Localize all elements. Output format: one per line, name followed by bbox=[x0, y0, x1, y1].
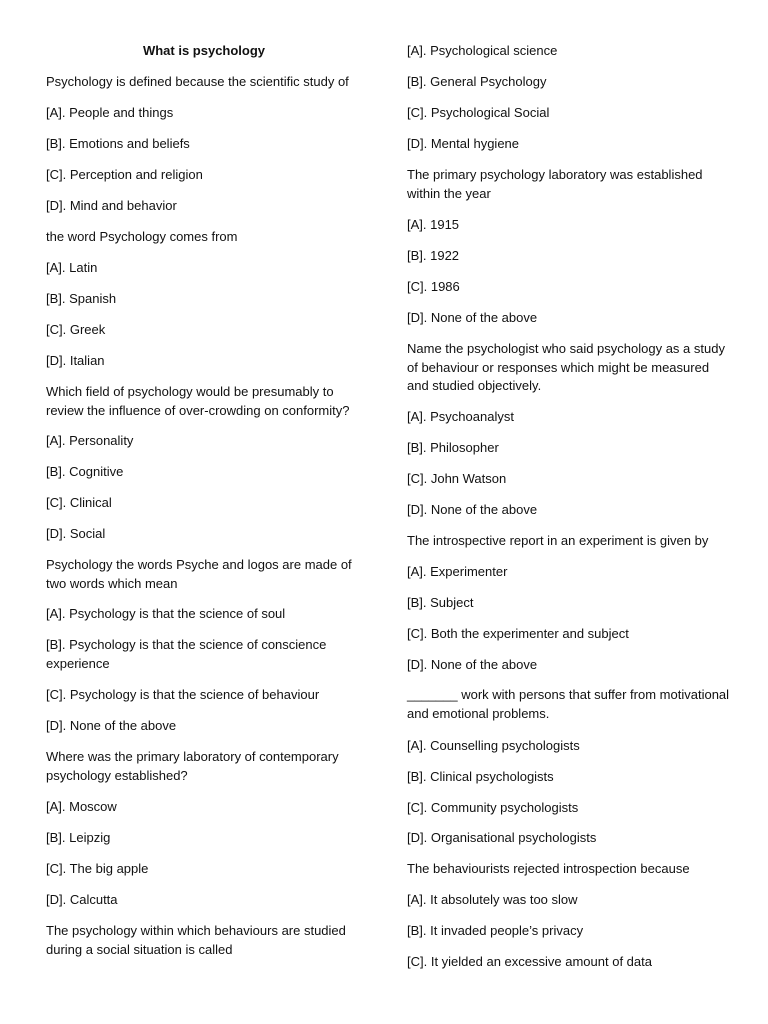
question-text: The behaviourists rejected introspection because bbox=[407, 861, 690, 876]
answer-option: [A]. Moscow bbox=[46, 799, 117, 814]
answer-option: [B]. Spanish bbox=[46, 291, 117, 306]
question-text: Psychology the words Psyche and logos are made of two words which mean bbox=[46, 557, 352, 591]
question-text: the word Psychology comes from bbox=[46, 229, 238, 244]
answer-option: [B]. Cognitive bbox=[46, 464, 124, 479]
answer-option: [C]. Both the experimenter and subject bbox=[407, 626, 629, 641]
answer-option: [A]. Psychological science bbox=[407, 43, 558, 58]
answer-option: [D]. Mental hygiene bbox=[407, 136, 520, 151]
answer-option: [A]. 1915 bbox=[407, 217, 460, 232]
question-text: The introspective report in an experiment is given by bbox=[407, 533, 709, 548]
question-text: Psychology is defined because the scientific study of bbox=[46, 74, 349, 89]
answer-option: [A]. Counselling psychologists bbox=[407, 738, 580, 753]
answer-option: [D]. None of the above bbox=[407, 502, 538, 517]
answer-option: [B]. Emotions and beliefs bbox=[46, 136, 190, 151]
answer-option: [B]. Subject bbox=[407, 595, 474, 610]
answer-option: [B]. Philosopher bbox=[407, 440, 499, 455]
page-title: What is psychology bbox=[142, 43, 266, 58]
question-text: Where was the primary laboratory of contemporary psychology established? bbox=[46, 749, 339, 783]
answer-option: [C]. Psychology is that the science of behaviour bbox=[46, 687, 320, 702]
question-text: _______ work with persons that suffer from motivational and emotional problems. bbox=[407, 687, 730, 721]
answer-option: [C]. It yielded an excessive amount of data bbox=[407, 954, 652, 969]
answer-option: [C]. Clinical bbox=[46, 495, 112, 510]
answer-option: [A]. Experimenter bbox=[407, 564, 508, 579]
answer-option: [D]. Mind and behavior bbox=[46, 198, 177, 213]
answer-option: [C]. Greek bbox=[46, 322, 106, 337]
answer-option: [B]. 1922 bbox=[407, 248, 460, 263]
answer-option: [B]. Leipzig bbox=[46, 830, 111, 845]
question-text: Which field of psychology would be presumably to review the influence of over-crowding on conformity? bbox=[46, 384, 350, 418]
answer-option: [D]. None of the above bbox=[407, 310, 538, 325]
answer-option: [D]. Social bbox=[46, 526, 106, 541]
answer-option: [C]. The big apple bbox=[46, 861, 149, 876]
answer-option: [B]. General Psychology bbox=[407, 74, 547, 89]
answer-option: [A]. Personality bbox=[46, 433, 134, 448]
question-text: The psychology within which behaviours are studied during a social situation is called bbox=[46, 923, 346, 957]
answer-option: [D]. None of the above bbox=[46, 718, 177, 733]
answer-option: [A]. It absolutely was too slow bbox=[407, 892, 578, 907]
answer-option: [B]. Psychology is that the science of conscience experience bbox=[46, 637, 327, 671]
answer-option: [C]. Psychological Social bbox=[407, 105, 550, 120]
answer-option: [C]. 1986 bbox=[407, 279, 460, 294]
answer-option: [A]. Psychology is that the science of soul bbox=[46, 606, 286, 621]
answer-option: [C]. Community psychologists bbox=[407, 800, 579, 815]
answer-option: [B]. Clinical psychologists bbox=[407, 769, 554, 784]
answer-option: [A]. Psychoanalyst bbox=[407, 409, 514, 424]
question-text: The primary psychology laboratory was established within the year bbox=[407, 167, 703, 201]
answer-option: [C]. Perception and religion bbox=[46, 167, 203, 182]
answer-option: [C]. John Watson bbox=[407, 471, 507, 486]
answer-option: [D]. Calcutta bbox=[46, 892, 118, 907]
answer-option: [B]. It invaded people’s privacy bbox=[407, 923, 584, 938]
answer-option: [A]. Latin bbox=[46, 260, 98, 275]
answer-option: [D]. None of the above bbox=[407, 657, 538, 672]
answer-option: [D]. Organisational psychologists bbox=[407, 830, 597, 845]
question-text: Name the psychologist who said psychology as a study of behaviour or responses which might be measured and studied objectively. bbox=[407, 341, 725, 393]
answer-option: [D]. Italian bbox=[46, 353, 105, 368]
answer-option: [A]. People and things bbox=[46, 105, 174, 120]
